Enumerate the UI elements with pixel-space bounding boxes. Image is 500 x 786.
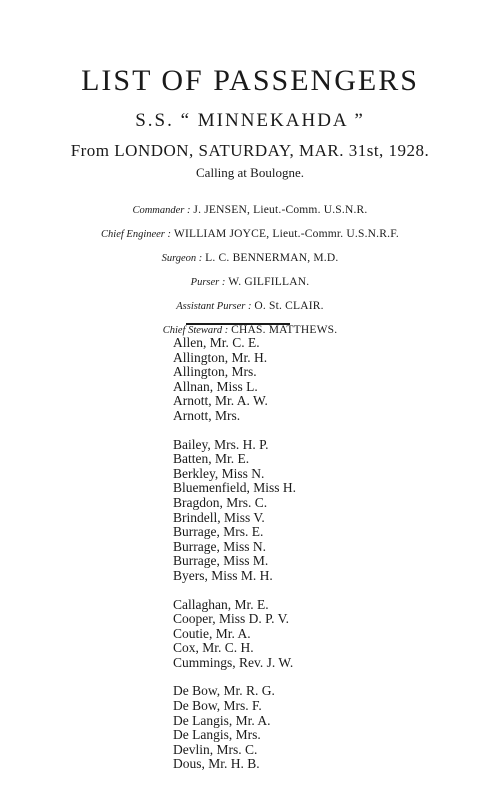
passenger-name: Dous, Mr. H. B.: [173, 756, 260, 772]
passenger-name: De Bow, Mr. R. G.: [173, 683, 275, 699]
officer-line: [0, 227, 500, 251]
passenger-name: Coutie, Mr. A.: [173, 625, 251, 641]
passenger-list: [173, 336, 296, 786]
passenger-name: Burrage, Mrs. E.: [173, 524, 264, 540]
passenger-name: Allen, Mr. C. E.: [173, 335, 260, 350]
passenger-name: Cummings, Rev. J. W.: [173, 654, 294, 670]
officer-name: W. GILFILLAN.: [228, 276, 310, 288]
officer-line: [0, 299, 500, 323]
passenger-name: Callaghan, Mr. E.: [173, 596, 269, 612]
officer-role: Assistant Purser :: [176, 301, 252, 312]
officer-name: J. JENSEN, Lieut.-Comm. U.S.N.R.: [193, 204, 368, 216]
passenger-group: [173, 336, 296, 424]
officers-list: [0, 203, 500, 347]
officer-role: Purser :: [190, 277, 226, 288]
officer-role: Commander :: [132, 205, 191, 216]
passenger-name: Allnan, Miss L.: [173, 378, 258, 394]
officer-name: L. C. BENNERMAN, M.D.: [205, 252, 339, 264]
passenger-group: [173, 598, 296, 671]
officer-line: [0, 203, 500, 227]
officer-line: [0, 275, 500, 299]
passenger-name: Brindell, Miss V.: [173, 509, 265, 525]
passenger-group: [173, 684, 296, 772]
passenger-name: Allington, Mr. H.: [173, 349, 268, 365]
calling-line: Calling at Boulogne.: [196, 165, 304, 180]
officer-role: Chief Steward :: [162, 325, 229, 336]
departure-line: From LONDON, SATURDAY, MAR. 31st, 1928.: [70, 141, 430, 160]
passenger-name: Berkley, Miss N.: [173, 465, 265, 481]
officer-name: WILLIAM JOYCE, Lieut.-Commr. U.S.N.R.F.: [173, 228, 399, 240]
passenger-name: Arnott, Mr. A. W.: [173, 393, 268, 409]
passenger-name: Burrage, Miss N.: [173, 538, 266, 554]
page-title: LIST OF PASSENGERS: [81, 64, 419, 97]
officer-line: [0, 251, 500, 275]
officer-name: CHAS. MATTHEWS.: [231, 324, 338, 336]
passenger-name: Bragdon, Mrs. C.: [173, 494, 268, 510]
passenger-name: Bluemenfield, Miss H.: [173, 480, 296, 496]
officer-role: Chief Engineer :: [101, 229, 172, 240]
passenger-name: De Bow, Mrs. F.: [173, 698, 262, 714]
passenger-name: Devlin, Mrs. C.: [173, 741, 258, 757]
ship-name: S.S. “ MINNEKAHDA ”: [135, 110, 365, 131]
passenger-name: Burrage, Miss M.: [173, 553, 269, 569]
passenger-name: Cox, Mr. C. H.: [173, 640, 254, 656]
passenger-name: Bailey, Mrs. H. P.: [173, 436, 269, 452]
divider-rule: [186, 323, 290, 325]
passenger-group: [173, 438, 296, 584]
passenger-name: Batten, Mr. E.: [173, 451, 250, 467]
passenger-name: Byers, Miss M. H.: [173, 567, 273, 583]
officer-name: O. St. CLAIR.: [254, 300, 324, 312]
officer-role: Surgeon :: [161, 253, 203, 264]
passenger-name: De Langis, Mrs.: [173, 727, 261, 743]
passenger-name: Cooper, Miss D. P. V.: [173, 611, 289, 627]
passenger-name: Allington, Mrs.: [173, 364, 257, 380]
passenger-name: De Langis, Mr. A.: [173, 712, 271, 728]
passenger-name: Arnott, Mrs.: [173, 407, 241, 423]
